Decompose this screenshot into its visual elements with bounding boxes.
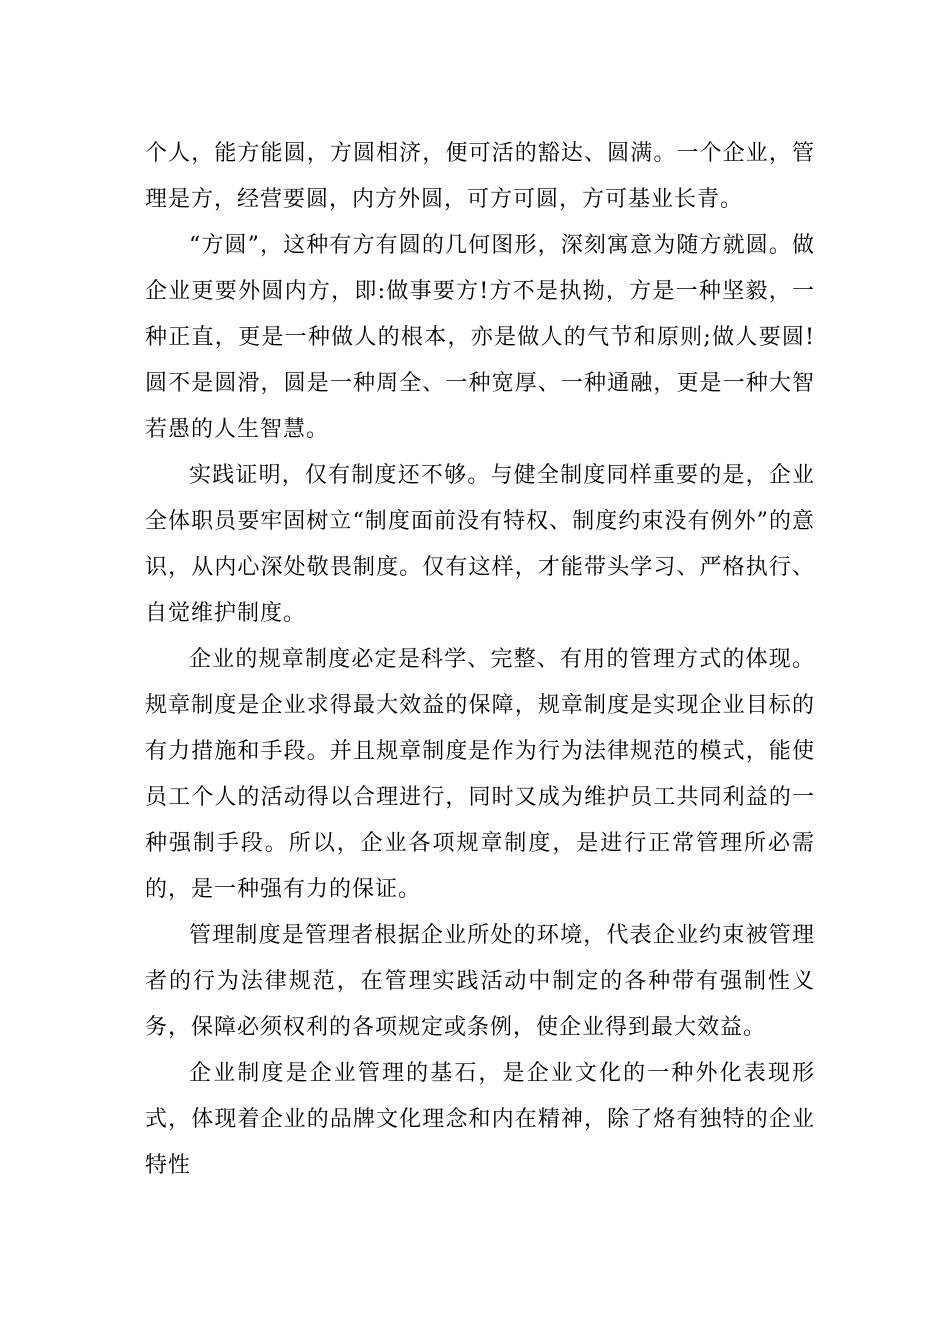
paragraph-2: “方圆”，这种有方有圆的几何图形，深刻寓意为随方就圆。做企业更要外圆内方，即:做事要方!方不是执拗，方是一种坚毅，一种正直，更是一种做人的根本，亦是做人的气节和原则;做人要圆!圆不是圆滑，圆是一种周全、一种宽厚、一种通融，更是一种大智若愚的人生智慧。 [145,233,815,442]
paragraph-4: 企业的规章制度必定是科学、完整、有用的管理方式的体现。规章制度是企业求得最大效益的保障，规章制度是实现企业目标的有力措施和手段。并且规章制度是作为行为法律规范的模式，能使员工个人的活动得以合理进行，同时又成为维护员工共同利益的一种强制手段。所以，企业各项规章制度，是进行正常管理所必需的，是一种强有力的保证。 [145,647,815,902]
paragraph-3: 实践证明，仅有制度还不够。与健全制度同样重要的是，企业全体职员要牢固树立“制度面前没有特权、制度约束没有例外”的意识，从内心深处敬畏制度。仅有这样，才能带头学习、严格执行、自觉维护制度。 [145,463,815,626]
paragraph-6: 企业制度是企业管理的基石，是企业文化的一种外化表现形式，体现着企业的品牌文化理念和内在精神，除了烙有独特的企业特性 [145,1061,815,1178]
paragraph-1: 个人，能方能圆，方圆相济，便可活的豁达、圆满。一个企业，管理是方，经营要圆，内方外圆，可方可圆，方可基业长青。 [145,141,815,212]
document-body [145,131,815,1189]
paragraph-5: 管理制度是管理者根据企业所处的环境，代表企业约束被管理者的行为法律规范，在管理实践活动中制定的各种带有强制性义务，保障必须权利的各项规定或条例，使企业得到最大效益。 [145,923,815,1040]
